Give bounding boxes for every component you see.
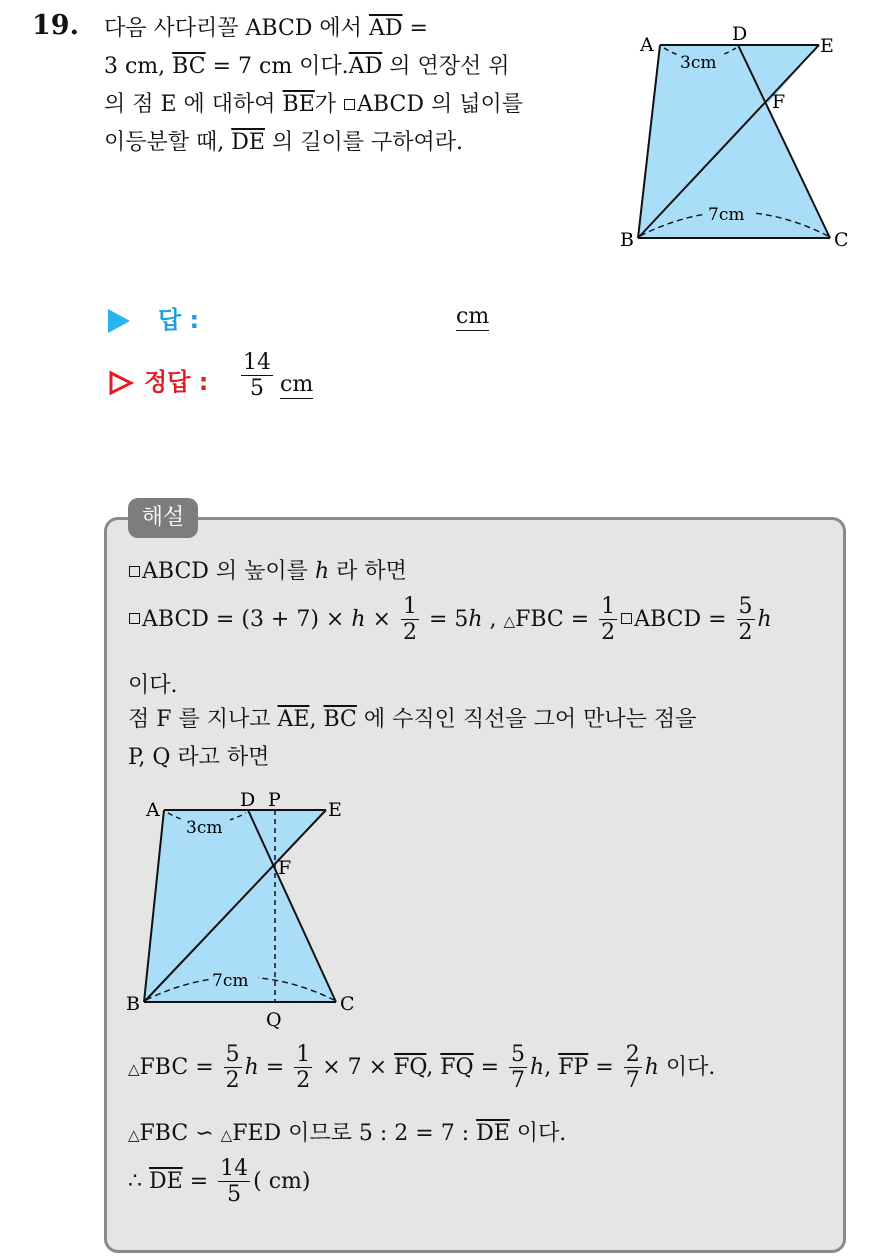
explanation-line-1: ABCD 의 높이를 h 라 하면 bbox=[128, 554, 407, 585]
explanation-line-3: 이다. bbox=[128, 673, 178, 698]
segment-bc: $\overline{BC}$ bbox=[172, 54, 206, 79]
explanation-line-2: ABCD = (3 + 7) × h × $\frac{1}{2}$ = 5h , △FBC = $\frac{1}{2}$ ABCD = $\frac{5}{2}$ h bbox=[128, 594, 772, 646]
solution-answer-row bbox=[108, 362, 208, 397]
svg-text:7cm: 7cm bbox=[212, 971, 249, 991]
svg-text:E: E bbox=[328, 799, 342, 821]
explanation-line-8: ∴ $\overline{DE}$ = $\frac{14}{5}$ ( cm) bbox=[128, 1156, 311, 1208]
svg-text:C: C bbox=[340, 993, 355, 1015]
label-e: E bbox=[820, 35, 834, 57]
explanation-line-6: △FBC = $\frac{5}{2}$ h = $\frac{1}{2}$ × $7 \times \overline{FQ}$, $\overline{FQ}$ = $\frac{5}{7}$ h, $\overline{FP}$ = $\frac{2}{7}$ h 이다. bbox=[128, 1042, 716, 1094]
svg-text:P: P bbox=[268, 789, 281, 811]
solution-answer-value: $\frac{14}{5}$ bbox=[243, 350, 271, 402]
explanation-line-7: △FBC ∽ △FED 이므로 5 : 2 = 7 : $\overline{DE}$ 이다. bbox=[128, 1121, 567, 1146]
answer-input-unit[interactable]: cm bbox=[456, 304, 490, 329]
question-number: 19. bbox=[32, 10, 79, 41]
segment-ad: $\overline{AD}$ bbox=[368, 16, 403, 41]
trapezoid-figure bbox=[612, 18, 874, 258]
outline-arrow-icon bbox=[108, 370, 134, 396]
length-7cm: 7cm bbox=[708, 205, 745, 225]
label-c: C bbox=[834, 229, 849, 251]
svg-text:A: A bbox=[146, 799, 160, 821]
play-arrow-icon bbox=[108, 309, 130, 333]
label-f: F bbox=[772, 91, 786, 113]
answer-row bbox=[108, 300, 199, 335]
svg-text:D: D bbox=[240, 789, 256, 811]
question-text: 다음 사다리꼴 ABCD 에서 $\overline{AD}$ = 3 cm, $\overline{BC} = 7$ cm 이다$.\overline{AD}$ 의 연장선 위 의 점 E 에 대하여 $\overline{BE}$가 ABCD 의 넓이를 이등분할 때, $\overline{DE}$ 의 길이를 구하여라. bbox=[104, 16, 523, 155]
solution-answer-unit: cm bbox=[280, 372, 314, 397]
explanation-tag: 해설 bbox=[128, 498, 198, 538]
solution-answer-label: 정답 : bbox=[144, 368, 209, 396]
label-a: A bbox=[640, 34, 654, 56]
svg-text:B: B bbox=[126, 993, 140, 1015]
square-symbol bbox=[344, 99, 355, 110]
explanation-line-4: 점 F 를 지나고 $\overline{AE}$, $\overline{BC}$ 에 수직인 직선을 그어 만나는 점을 bbox=[128, 707, 697, 732]
svg-text:F: F bbox=[278, 857, 292, 879]
explanation-line-5: P, Q 라고 하면 bbox=[128, 745, 270, 770]
label-b: B bbox=[620, 229, 634, 251]
svg-text:3cm: 3cm bbox=[186, 818, 223, 838]
answer-label: 답 : bbox=[158, 306, 200, 334]
svg-text:Q: Q bbox=[266, 1009, 282, 1031]
length-3cm: 3cm bbox=[680, 53, 717, 73]
trapezoid-figure-with-perpendicular bbox=[126, 780, 366, 1040]
label-d: D bbox=[732, 23, 748, 45]
